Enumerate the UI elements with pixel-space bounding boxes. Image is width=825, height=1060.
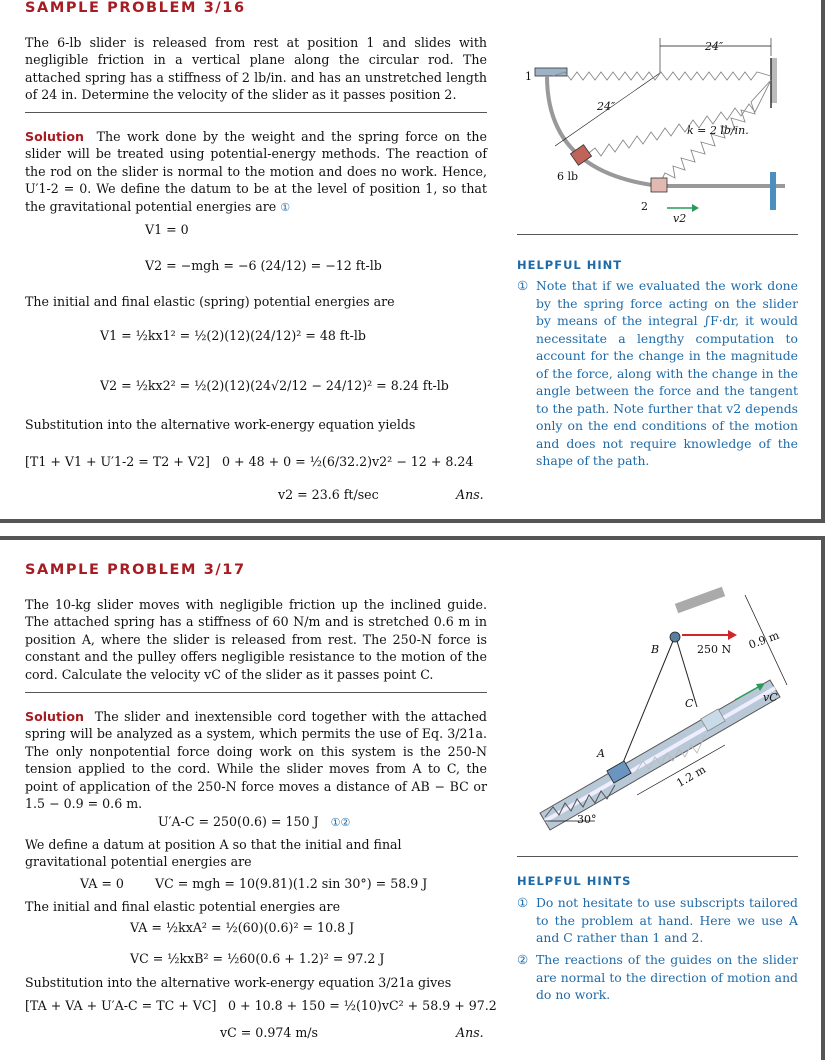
eq-bracket-317: [TA + VA + U′A-C = TC + VC] xyxy=(25,998,217,1013)
eq-ve1: V1 = ½kx1² = ½(2)(12)(24/12)² = 48 ft-lb xyxy=(100,328,366,343)
dim-top-label: 24″ xyxy=(705,40,724,53)
hint-317-1-number: ① xyxy=(517,895,529,910)
dim-radius-label: 24″ xyxy=(597,100,616,113)
statement-text-317: The 10-kg slider moves with negligible friction up the inclined guide. The attached spring has a stiffness of 60 N/m and is stretched 0.6 m in position A, where the slider is released from rest. The 250-N force is constant and the pulley offers negligible resistance to the motion of the cord. Calculate the velocity vC of the slider as it passes point C. xyxy=(25,597,487,682)
hint-divider-317 xyxy=(517,856,798,857)
force-label: 250 N xyxy=(697,643,732,656)
hint-317-2-text: The reactions of the guides on the slider are normal to the direction of motion and do no work. xyxy=(536,952,798,1002)
eq-vc: VC = mgh = 10(9.81)(1.2 sin 30°) = 58.9 J xyxy=(155,876,428,891)
answer-317: vC = 0.974 m/s xyxy=(220,1025,319,1040)
answer-316: v2 = 23.6 ft/sec xyxy=(278,487,379,502)
dim-l-label: 1.2 m xyxy=(674,762,709,790)
sample-problem-316-heading: SAMPLE PROBLEM 3/16 xyxy=(25,0,246,16)
eq-subst-316: 0 + 48 + 0 = ½(6/32.2)v2² − 12 + 8.24 xyxy=(222,454,474,469)
solution-label: Solution xyxy=(25,129,84,144)
eq-vec: VC = ½kxB² = ½60(0.6 + 1.2)² = 97.2 J xyxy=(130,951,385,966)
point-a-label: A xyxy=(597,747,605,760)
weight-label: 6 lb xyxy=(557,170,579,183)
spring-stiffness-label: k = 2 lb/in. xyxy=(687,124,749,137)
dim-h-label: 0.9 m xyxy=(747,628,781,652)
eq-v2: V2 = −mgh = −6 (24/12) = −12 ft-lb xyxy=(145,258,382,273)
solution-label-317: Solution xyxy=(25,709,84,724)
pulley-support xyxy=(675,587,725,613)
elastic-intro-316: The initial and final elastic (spring) potential energies are xyxy=(25,294,395,309)
eq-work-text: U′A-C = 250(0.6) = 150 J xyxy=(158,814,319,829)
solution-text: The work done by the weight and the spring force on the slider will be treated using potential-energy methods. The reaction of the rod on the slider is normal to the motion and does no work. Hence, U′1-2 = 0. We define the datum to be at the level of position 1, so that the gravitational potential energies are xyxy=(25,129,487,214)
eq-v1: V1 = 0 xyxy=(145,222,189,237)
helpful-hint-317-2 xyxy=(517,951,798,1004)
eq-ve2: V2 = ½kx2² = ½(2)(12)(24√2/12 − 24/12)² = 8.24 ft-lb xyxy=(100,378,449,393)
velocity-label: v2 xyxy=(673,212,687,225)
point-c-label: C xyxy=(685,697,694,710)
statement-text: The 6-lb slider is released from rest at position 1 and slides with negligible friction in a vertical plane along the circular rod. The attached spring has a stiffness of 2 lb/in. and has an unstretched length of 24 in. Determine the velocity of the slider as it passes position 2. xyxy=(25,35,487,103)
hint-divider-316 xyxy=(517,234,798,235)
sample-problem-317-heading: SAMPLE PROBLEM 3/17 xyxy=(25,562,246,578)
angle-label: 30° xyxy=(577,813,597,826)
figure-slider-circular-rod xyxy=(515,28,805,228)
spring-position-1 xyxy=(553,72,771,80)
elastic-intro-317: The initial and final elastic potential energies are xyxy=(25,899,341,914)
pos1-label: 1 xyxy=(525,70,532,83)
ans-label-316: Ans. xyxy=(456,487,484,502)
helpful-hint-1 xyxy=(517,277,798,470)
figure-inclined-slider xyxy=(525,585,810,835)
solution-317 xyxy=(25,708,487,812)
subst-intro-316: Substitution into the alternative work-energy equation yields xyxy=(25,417,416,432)
hint-1-number: ① xyxy=(517,278,529,293)
point-b-label: B xyxy=(651,643,660,656)
ans-label-317: Ans. xyxy=(456,1025,484,1040)
hint-ref-1-marker: ① xyxy=(280,200,291,214)
statement-divider-317 xyxy=(25,692,487,693)
eq-va: VA = 0 xyxy=(80,876,124,891)
helpful-hints-title: HELPFUL HINTS xyxy=(517,874,632,888)
pos2-label: 2 xyxy=(641,200,648,213)
eq-subst-317: 0 + 10.8 + 150 = ½(10)vC² + 58.9 + 97.2 xyxy=(228,998,497,1013)
support-top-left xyxy=(535,68,567,76)
pulley xyxy=(670,632,680,642)
datum-text-317: We define a datum at position A so that the initial and final gravitational potential energies are xyxy=(25,837,402,870)
eq-bracket-316: [T1 + V1 + U′1-2 = T2 + V2] xyxy=(25,454,210,469)
subst-intro-317: Substitution into the alternative work-energy equation 3/21a gives xyxy=(25,975,452,990)
hint-1-text: Note that if we evaluated the work done by the spring force acting on the slider by means of the integral ∫F·dr, it would necessitate a lengthy computation to account for the change in the magnitude of the force, along with the change in the angle between the force and the tangent to the path. Note further that v2 depends only on the end conditions of the motion and does not require knowledge of the shape of the path. xyxy=(536,278,798,468)
helpful-hint-title: HELPFUL HINT xyxy=(517,258,623,272)
problem-316-statement xyxy=(25,34,487,104)
hint-ref-markers: ①② xyxy=(330,816,351,829)
spring-mid xyxy=(585,80,771,156)
hint-317-1-text: Do not hesitate to use subscripts tailored to the problem at hand. Here we use A and C rather than 1 and 2. xyxy=(536,895,798,945)
eq-vea: VA = ½kxA² = ½(60)(0.6)² = 10.8 J xyxy=(130,920,355,935)
slider-position-2 xyxy=(651,178,667,192)
velocity-c-label: vC xyxy=(763,691,778,704)
wall-right xyxy=(771,58,777,103)
statement-divider xyxy=(25,112,487,113)
solution-text-317: The slider and inextensible cord together with the attached spring will be analyzed as a system, which permits the use of Eq. 3/21a. The only nonpotential force doing work on this system is the 250-N tension applied to the cord. While the slider moves from A to C, the point of application of the 250-N force moves a distance of AB − BC or 1.5 − 0.9 = 0.6 m. xyxy=(25,709,487,812)
wall-bottom-right xyxy=(770,172,776,210)
problem-317-statement xyxy=(25,596,487,683)
eq-work-317 xyxy=(158,814,350,829)
hint-317-2-number: ② xyxy=(517,952,529,967)
solution-316 xyxy=(25,128,487,216)
helpful-hint-317-1 xyxy=(517,894,798,947)
